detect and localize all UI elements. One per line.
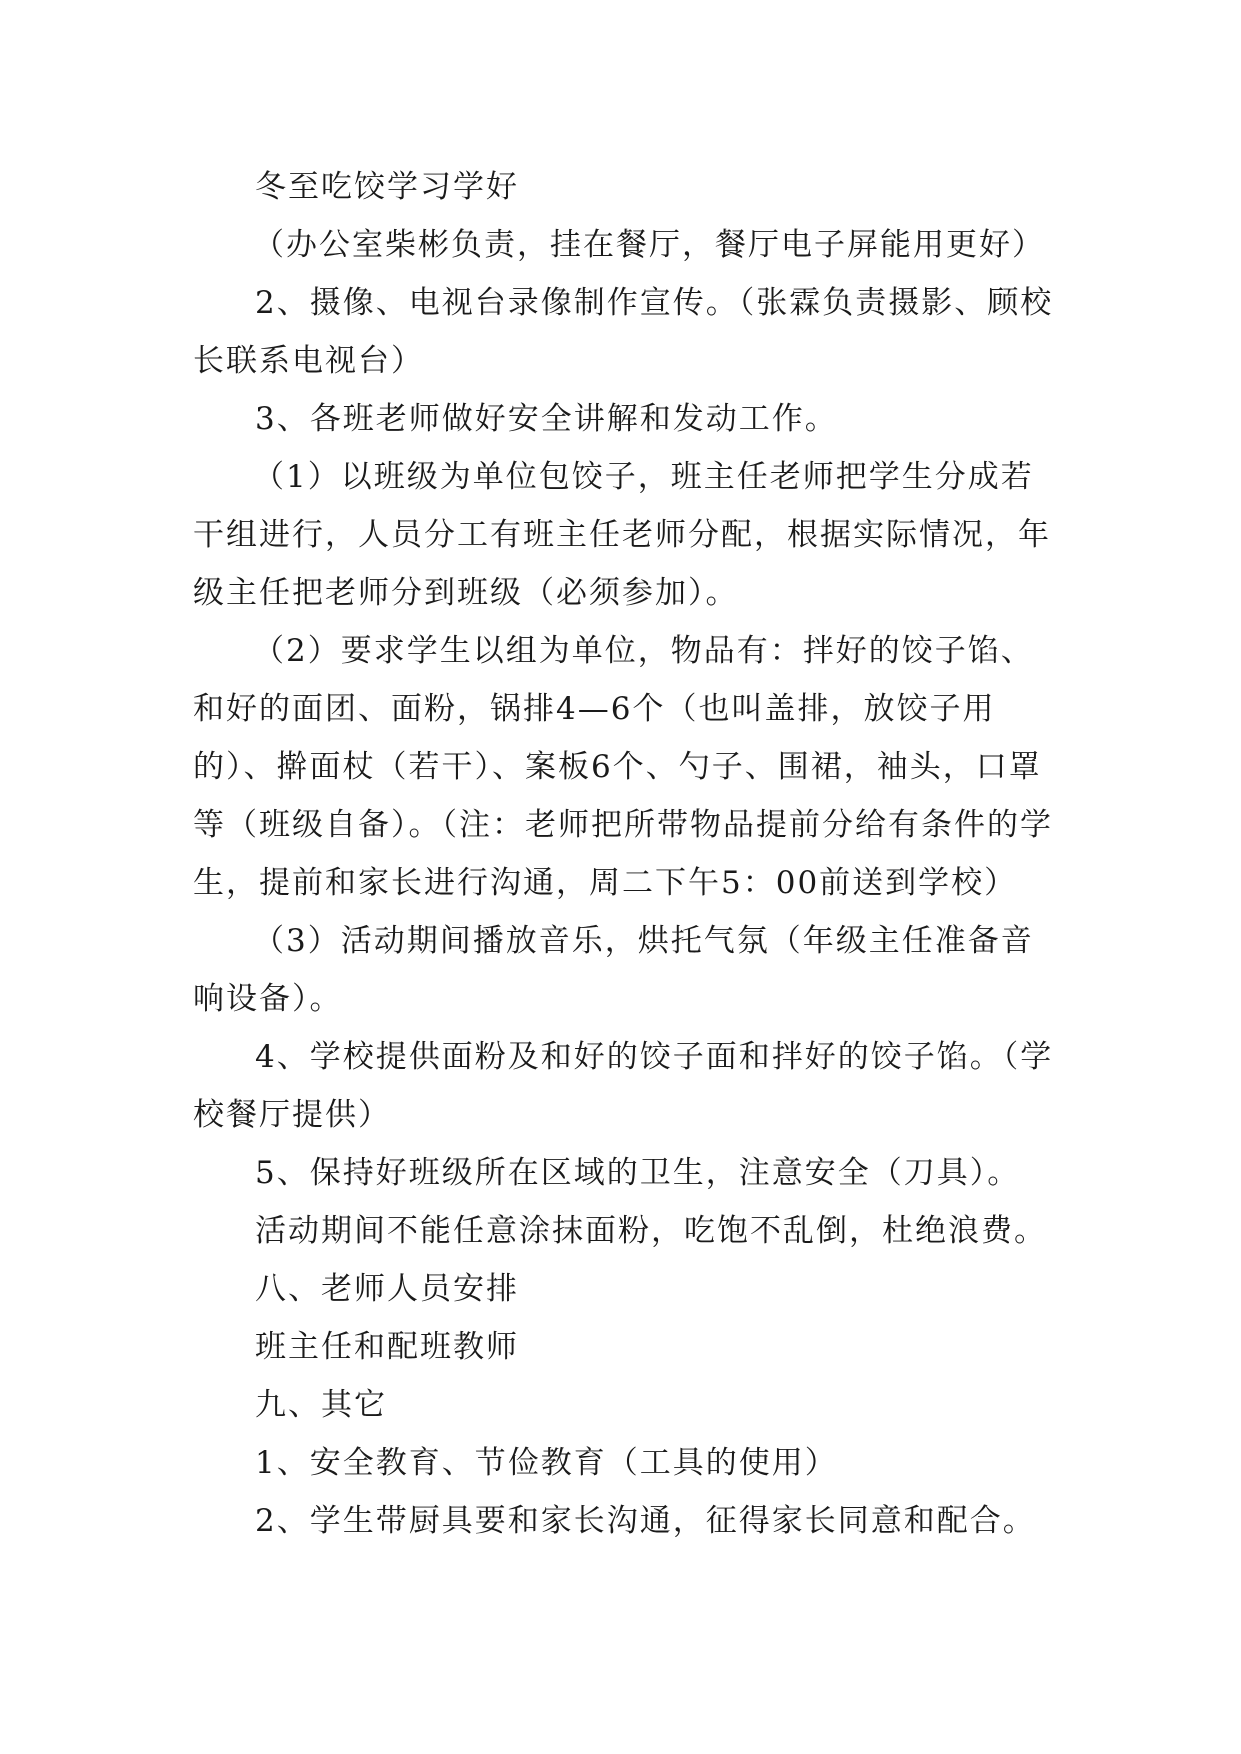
section-heading: 九、其它 xyxy=(255,1387,387,1423)
text-line: （办公室柴彬负责，挂在餐厅，餐厅电子屏能用更好） xyxy=(253,227,1045,263)
text-line: 冬至吃饺学习学好 xyxy=(255,169,519,205)
text-line: 4、学校提供面粉及和好的饺子面和拌好的饺子馅。（学 xyxy=(255,1039,1054,1075)
text-line: 3、各班老师做好安全讲解和发动工作。 xyxy=(255,401,838,437)
text-line: 5、保持好班级所在区域的卫生，注意安全（刀具）。 xyxy=(255,1155,1021,1191)
text-line: 校餐厅提供） xyxy=(193,1097,391,1133)
text-line: 1、安全教育、节俭教育（工具的使用） xyxy=(255,1445,838,1481)
text-line: 生，提前和家长进行沟通，周二下午5：00前送到学校） xyxy=(193,865,1018,901)
text-line: 2、摄像、电视台录像制作宣传。（张霖负责摄影、顾校 xyxy=(255,285,1054,321)
text-line: 班主任和配班教师 xyxy=(255,1329,519,1365)
text-line: 的）、擀面杖（若干）、案板6个、勺子、围裙，袖头，口罩 xyxy=(193,749,1042,785)
text-line: 长联系电视台） xyxy=(193,343,424,379)
text-line: 响设备）。 xyxy=(193,981,343,1017)
text-line: （3）活动期间播放音乐，烘托气氛（年级主任准备音 xyxy=(253,923,1034,959)
section-heading: 八、老师人员安排 xyxy=(255,1271,519,1307)
text-line: （1）以班级为单位包饺子，班主任老师把学生分成若 xyxy=(253,459,1034,495)
document-body xyxy=(193,158,1063,1550)
text-line: 等（班级自备）。（注：老师把所带物品提前分给有条件的学 xyxy=(193,807,1053,843)
text-line: 2、学生带厨具要和家长沟通，征得家长同意和配合。 xyxy=(255,1503,1036,1539)
text-line: 活动期间不能任意涂抹面粉，吃饱不乱倒，杜绝浪费。 xyxy=(255,1213,1047,1249)
text-line: 和好的面团、面粉，锅排4—6个（也叫盖排，放饺子用 xyxy=(193,691,996,727)
text-line: 干组进行，人员分工有班主任老师分配，根据实际情况，年 xyxy=(193,517,1051,553)
text-line: （2）要求学生以组为单位，物品有：拌好的饺子馅、 xyxy=(253,633,1034,669)
text-line: 级主任把老师分到班级（必须参加）。 xyxy=(193,575,739,611)
